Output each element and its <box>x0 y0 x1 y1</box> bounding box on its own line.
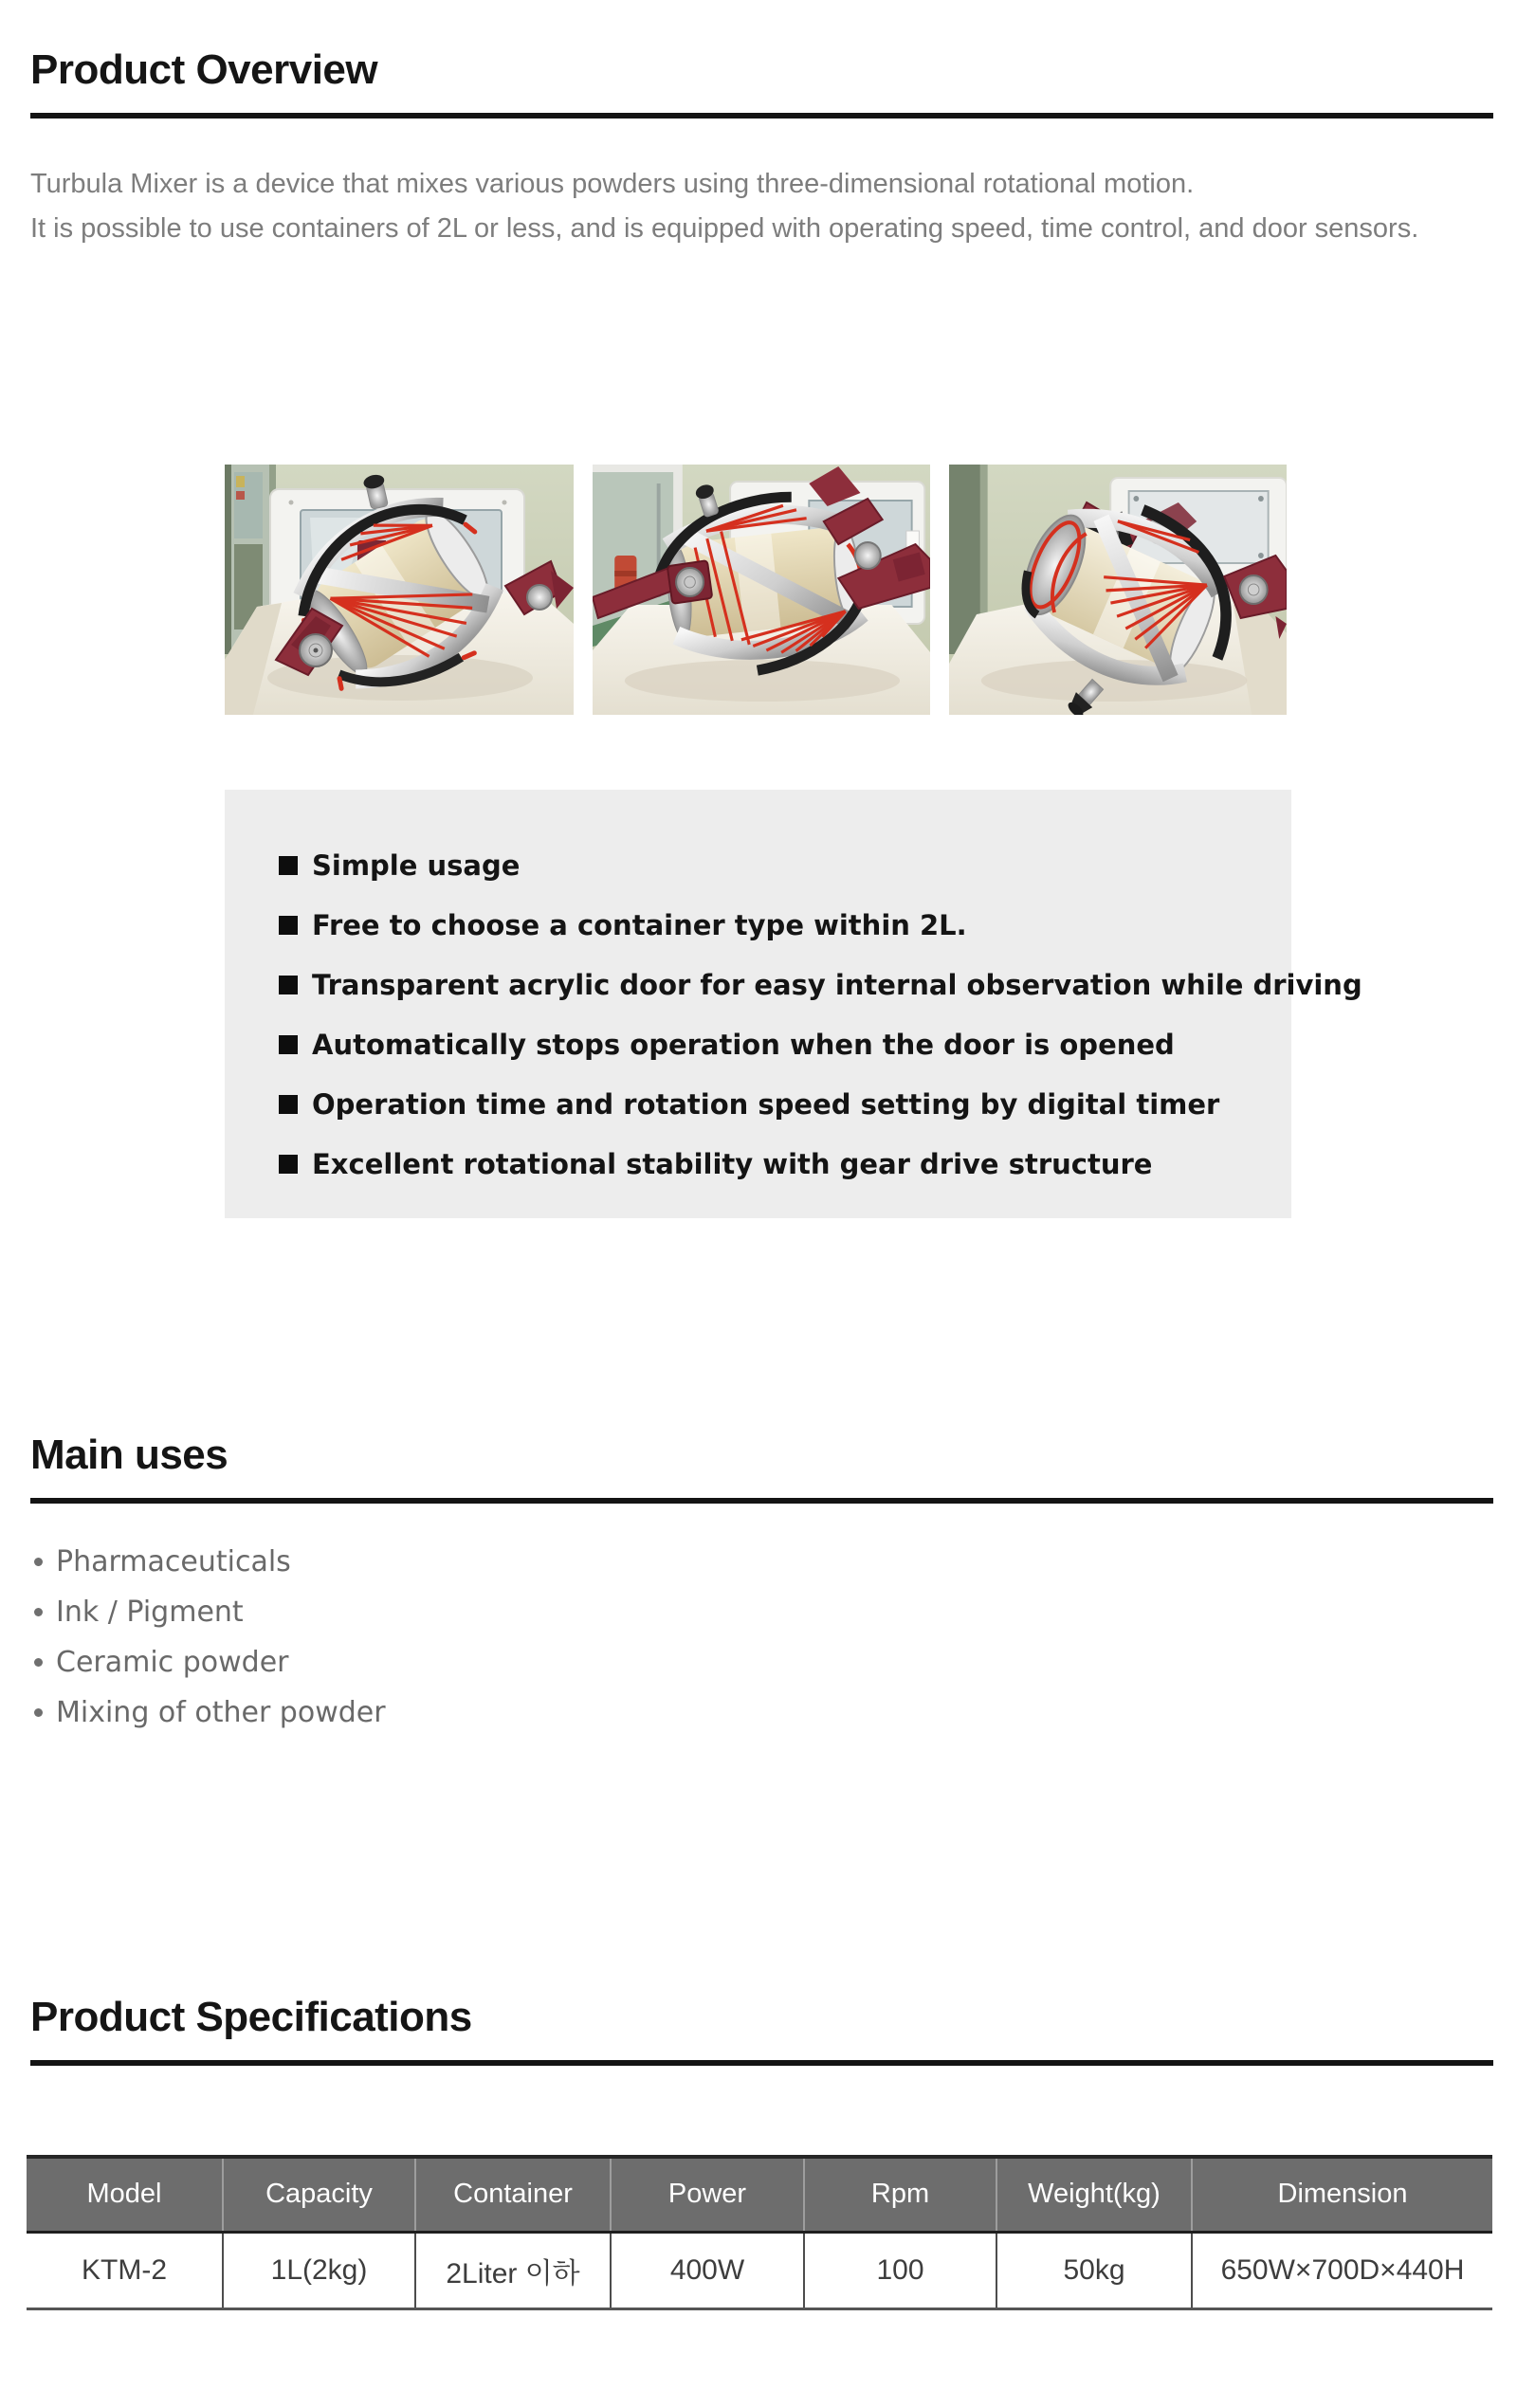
overview-title: Product Overview <box>30 46 378 93</box>
spec-header-power: Power <box>611 2157 804 2232</box>
feature-item <box>279 1134 1263 1194</box>
main-uses-title-rule <box>30 1498 1493 1504</box>
dot-bullet-icon <box>34 1608 43 1616</box>
spec-table <box>27 2155 1492 2310</box>
spec-header-rpm: Rpm <box>804 2157 996 2232</box>
spec-table-row <box>27 2232 1492 2308</box>
turbula-mixer-photo-2 <box>593 465 930 715</box>
list-item <box>34 1637 1517 1687</box>
square-bullet-icon <box>279 1035 298 1054</box>
feature-item <box>279 955 1362 1014</box>
use-text: Mixing of other powder <box>56 1696 386 1729</box>
square-bullet-icon <box>279 1095 298 1114</box>
square-bullet-icon <box>279 976 298 994</box>
overview-description <box>30 162 1517 251</box>
square-bullet-icon <box>279 1155 298 1174</box>
spec-cell-dimension: 650W×700D×440H <box>1192 2232 1492 2308</box>
feature-box <box>225 790 1362 1218</box>
feature-item <box>279 1074 1263 1134</box>
feature-item <box>279 835 1263 895</box>
spec-header-capacity: Capacity <box>223 2157 415 2232</box>
spec-header-dimension: Dimension <box>1192 2157 1492 2232</box>
feature-text: Excellent rotational stability with gear drive structure <box>312 1147 1153 1180</box>
spec-cell-weight: 50kg <box>996 2232 1192 2308</box>
dot-bullet-icon <box>34 1658 43 1667</box>
feature-text: Operation time and rotation speed setting by digital timer <box>312 1087 1220 1121</box>
overview-title-rule <box>30 113 1493 119</box>
feature-text: Transparent acrylic door for easy internal observation while driving <box>312 968 1362 1001</box>
turbula-mixer-photo-1 <box>225 465 574 715</box>
spec-cell-power: 400W <box>611 2232 804 2308</box>
feature-text: Simple usage <box>312 848 521 882</box>
spec-cell-rpm: 100 <box>804 2232 996 2308</box>
use-text: Ceramic powder <box>56 1646 289 1679</box>
specifications-title: Product Specifications <box>30 1994 472 2040</box>
specifications-title-rule <box>30 2060 1493 2066</box>
feature-item <box>279 895 1263 955</box>
list-item <box>34 1537 1517 1587</box>
list-item <box>34 1687 1517 1738</box>
use-text: Pharmaceuticals <box>56 1545 291 1578</box>
square-bullet-icon <box>279 916 298 935</box>
overview-description-line-1: Turbula Mixer is a device that mixes various powders using three-dimensional rotational motion. <box>30 169 1195 199</box>
spec-cell-model: KTM-2 <box>27 2232 223 2308</box>
use-text: Ink / Pigment <box>56 1596 244 1629</box>
spec-table-header-row <box>27 2157 1492 2232</box>
dot-bullet-icon <box>34 1558 43 1566</box>
dot-bullet-icon <box>34 1708 43 1717</box>
spec-header-weight: Weight(kg) <box>996 2157 1192 2232</box>
spec-cell-container: 2Liter 이하 <box>415 2232 611 2308</box>
main-uses-list <box>34 1537 1517 1738</box>
product-photo-row <box>225 465 1517 715</box>
feature-item <box>279 1014 1263 1074</box>
square-bullet-icon <box>279 856 298 875</box>
feature-text: Free to choose a container type within 2L. <box>312 908 967 941</box>
turbula-mixer-photo-3 <box>949 465 1287 715</box>
feature-text: Automatically stops operation when the door is opened <box>312 1028 1175 1061</box>
main-uses-title: Main uses <box>30 1432 228 1478</box>
list-item <box>34 1587 1517 1637</box>
spec-header-container: Container <box>415 2157 611 2232</box>
spec-cell-capacity: 1L(2kg) <box>223 2232 415 2308</box>
spec-header-model: Model <box>27 2157 223 2232</box>
overview-description-line-2: It is possible to use containers of 2L or less, and is equipped with operating speed, time control, and door sensors. <box>30 213 1419 244</box>
